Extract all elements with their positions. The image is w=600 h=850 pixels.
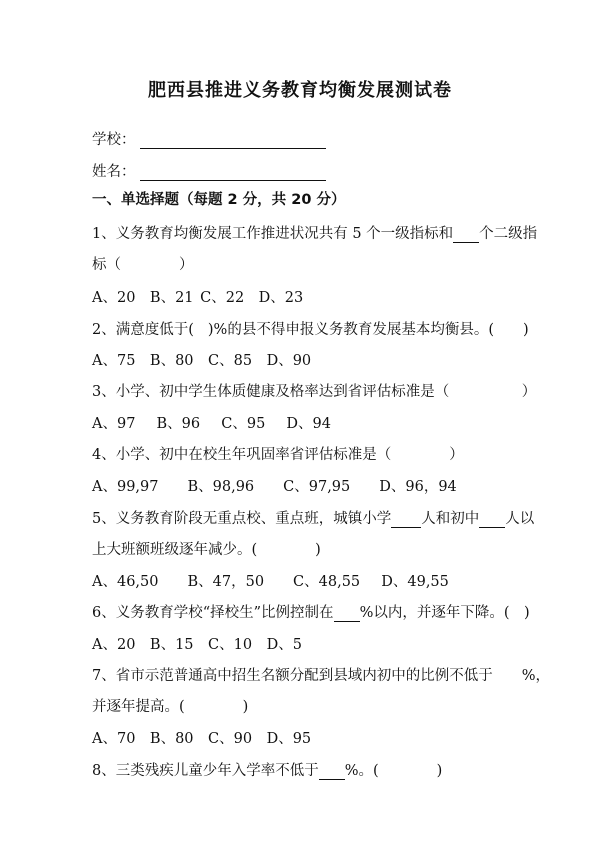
question-7: 7、省市示范普通高中招生名额分配到县域内初中的比例不低于 %， (92, 668, 551, 684)
question-7-line2: 并逐年提高。( ) (92, 699, 249, 715)
name-label: 姓名： (92, 164, 136, 180)
question-4-options: A、99,97 B、98,96 C、97,95 D、96，94 (92, 479, 457, 495)
school-field (92, 128, 326, 149)
question-1: 1、义务教育均衡发展工作推进状况共有 5 个一级指标和 个二级指 (92, 226, 538, 242)
school-blank[interactable] (140, 134, 326, 149)
question-7-options: A、70 B、80 C、90 D、95 (92, 731, 312, 747)
question-2-options: A、75 B、80 C、85 D、90 (92, 353, 312, 369)
question-3: 3、小学、初中学生体质健康及格率达到省评估标准是（ ） (92, 384, 537, 400)
question-2: 2、满意度低于( )%的县不得申报义务教育发展基本均衡县。( ) (92, 322, 529, 338)
question-3-options: A、97 B、96 C、95 D、94 (92, 416, 331, 432)
question-5-options: A、46,50 B、47，50 C、48,55 D、49,55 (92, 574, 449, 590)
question-8: 8、三类残疾儿童少年入学率不低于 %。( ) (92, 763, 443, 779)
question-6-options: A、20 B、15 C、10 D、5 (92, 637, 302, 653)
question-6: 6、义务教育学校“择校生”比例控制在 %以内，并逐年下降。( ) (92, 605, 530, 621)
page-title: 肥西县推进义务教育均衡发展测试卷 (148, 80, 452, 101)
name-blank[interactable] (140, 166, 326, 181)
question-1-options: A、20 B、21 C、22 D、23 (92, 290, 304, 306)
question-4: 4、小学、初中在校生年巩固率省评估标准是（ ） (92, 447, 464, 463)
question-5-line2: 上大班额班级逐年减少。( ) (92, 542, 321, 558)
question-1-line2: 标（ ） (92, 257, 194, 273)
name-field (92, 160, 326, 181)
section-heading: 一、单选择题（每题 2 分，共 20 分） (92, 192, 346, 208)
question-5: 5、义务教育阶段无重点校、重点班，城镇小学 人和初中 人以 (92, 511, 535, 527)
school-label: 学校： (92, 132, 136, 148)
